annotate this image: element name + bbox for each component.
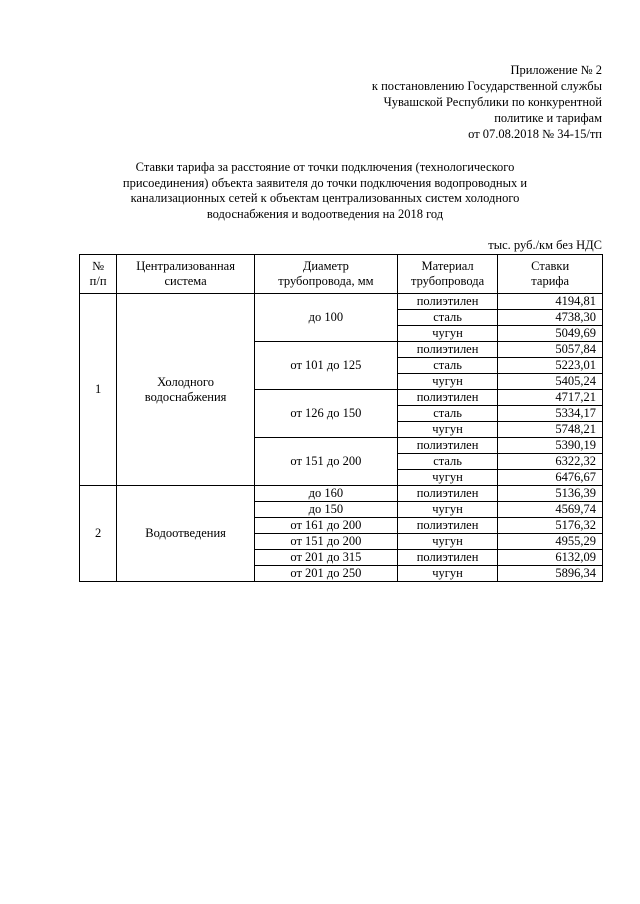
rate-cell: 5405,24 xyxy=(498,374,603,390)
material-cell: полиэтилен xyxy=(397,390,498,406)
header-num: № п/п xyxy=(80,255,117,294)
rate-cell: 4194,81 xyxy=(498,294,603,310)
system-name: Холодного водоснабжения xyxy=(117,294,255,486)
rate-cell: 5176,32 xyxy=(498,518,603,534)
rate-cell: 6476,67 xyxy=(498,470,603,486)
material-cell: чугун xyxy=(397,326,498,342)
material-cell: сталь xyxy=(397,454,498,470)
rate-cell: 5334,17 xyxy=(498,406,603,422)
diameter-cell: до 150 xyxy=(254,502,397,518)
diameter-cell: от 101 до 125 xyxy=(254,342,397,390)
diameter-cell: от 126 до 150 xyxy=(254,390,397,438)
rate-cell: 4569,74 xyxy=(498,502,603,518)
rate-cell: 5748,21 xyxy=(498,422,603,438)
row-number: 2 xyxy=(80,486,117,582)
material-cell: чугун xyxy=(397,422,498,438)
rate-cell: 4717,21 xyxy=(498,390,603,406)
appendix-number: Приложение № 2 xyxy=(510,63,602,77)
units-label: тыс. руб./км без НДС xyxy=(488,238,602,252)
title-line: канализационных сетей к объектам централизованных систем холодного xyxy=(130,191,520,205)
rate-cell: 5223,01 xyxy=(498,358,603,374)
header-system: Централизованная система xyxy=(117,255,255,294)
rate-cell: 4955,29 xyxy=(498,534,603,550)
diameter-cell: от 161 до 200 xyxy=(254,518,397,534)
diameter-cell: от 151 до 200 xyxy=(254,438,397,486)
appendix-line: политике и тарифам xyxy=(494,111,602,125)
diameter-cell: от 151 до 200 xyxy=(254,534,397,550)
table-header-row xyxy=(80,255,603,294)
rate-cell: 6322,32 xyxy=(498,454,603,470)
rate-cell: 5049,69 xyxy=(498,326,603,342)
material-cell: полиэтилен xyxy=(397,486,498,502)
material-cell: чугун xyxy=(397,566,498,582)
material-cell: чугун xyxy=(397,374,498,390)
material-cell: полиэтилен xyxy=(397,550,498,566)
header-rate: Ставки тарифа xyxy=(498,255,603,294)
header-material: Материал трубопровода xyxy=(397,255,498,294)
material-cell: полиэтилен xyxy=(397,342,498,358)
diameter-cell: до 100 xyxy=(254,294,397,342)
diameter-cell: от 201 до 250 xyxy=(254,566,397,582)
title-line: водоснабжения и водоотведения на 2018 год xyxy=(206,206,444,221)
appendix-line: к постановлению Государственной службы xyxy=(371,79,602,93)
appendix-date: от 07.08.2018 № 34-15/тп xyxy=(468,127,602,141)
rate-cell: 5057,84 xyxy=(498,342,603,358)
table-row xyxy=(80,486,603,502)
rate-cell: 5390,19 xyxy=(498,438,603,454)
header-diameter: Диаметр трубопровода, мм xyxy=(254,255,397,294)
rate-cell: 5896,34 xyxy=(498,566,603,582)
material-cell: сталь xyxy=(397,358,498,374)
rate-cell: 6132,09 xyxy=(498,550,603,566)
material-cell: сталь xyxy=(397,406,498,422)
material-cell: полиэтилен xyxy=(397,294,498,310)
diameter-cell: от 201 до 315 xyxy=(254,550,397,566)
title-line: Ставки тарифа за расстояние от точки подключения (технологического xyxy=(135,160,515,174)
material-cell: чугун xyxy=(397,534,498,550)
rate-cell: 4738,30 xyxy=(498,310,603,326)
tariff-table xyxy=(79,254,603,582)
material-cell: чугун xyxy=(397,502,498,518)
title-line: присоединения) объекта заявителя до точки подключения водопроводных и xyxy=(122,175,528,190)
material-cell: полиэтилен xyxy=(397,438,498,454)
appendix-line: Чувашской Республики по конкурентной xyxy=(383,95,602,109)
material-cell: полиэтилен xyxy=(397,518,498,534)
material-cell: чугун xyxy=(397,470,498,486)
appendix-header xyxy=(372,62,602,142)
document-title xyxy=(90,160,560,222)
rate-cell: 5136,39 xyxy=(498,486,603,502)
system-name: Водоотведения xyxy=(117,486,255,582)
diameter-cell: до 160 xyxy=(254,486,397,502)
row-number: 1 xyxy=(80,294,117,486)
material-cell: сталь xyxy=(397,310,498,326)
table-row xyxy=(80,294,603,310)
